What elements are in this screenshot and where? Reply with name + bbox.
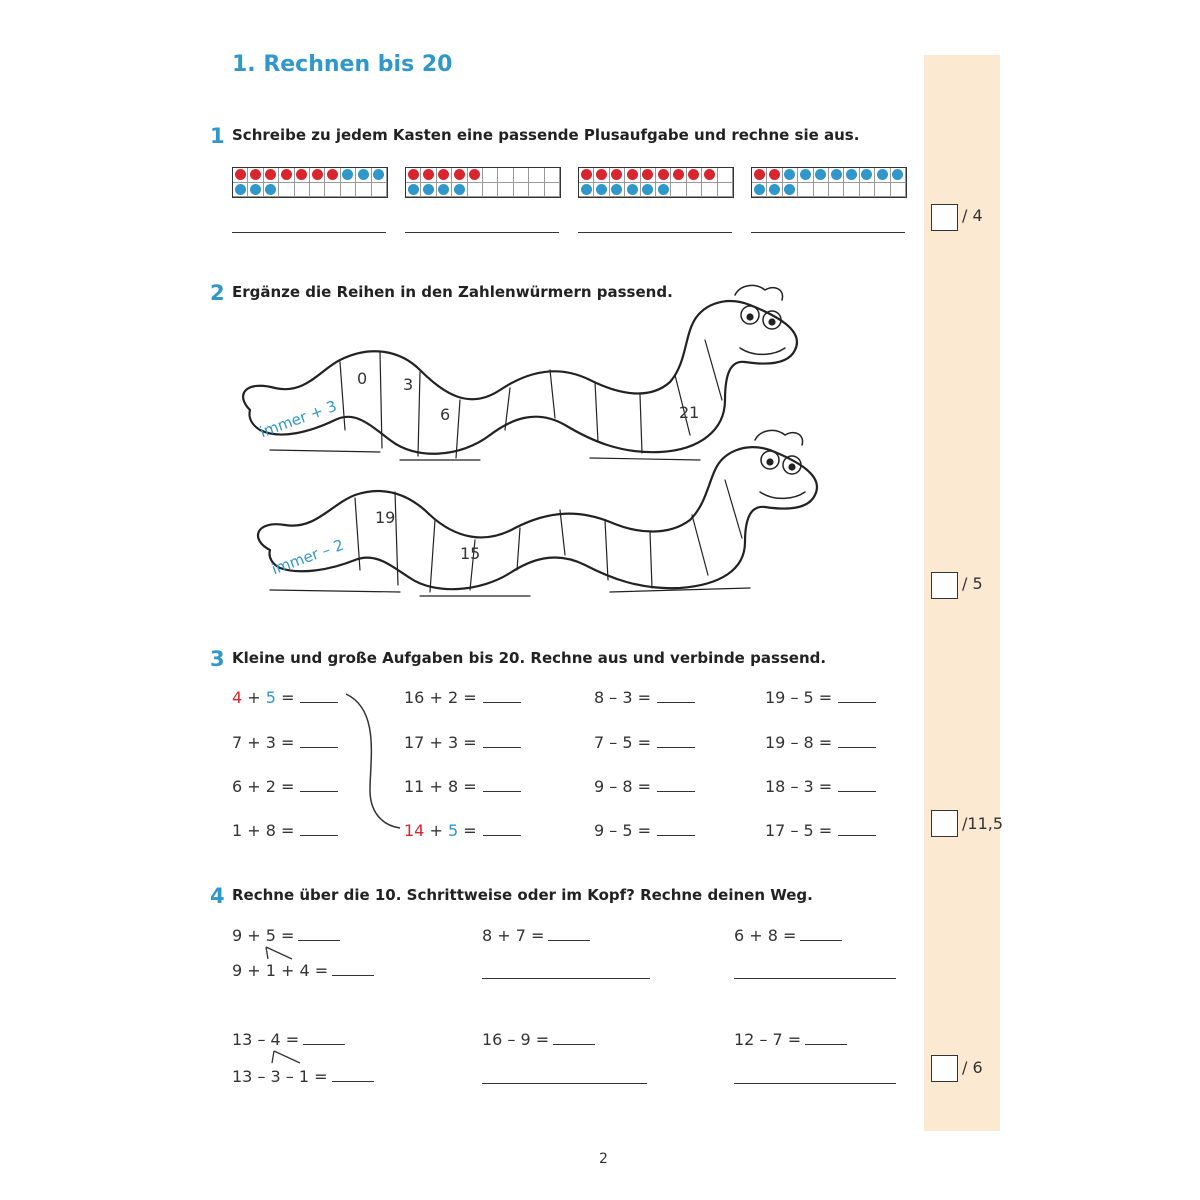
- rack-cell: [687, 168, 702, 183]
- score-label-1: / 4: [962, 206, 983, 225]
- equation: 1 + 8 =: [232, 821, 338, 840]
- answer-blank[interactable]: [838, 821, 876, 836]
- bead: [611, 169, 622, 180]
- worm-1-number: 6: [440, 405, 451, 424]
- answer-blank[interactable]: [300, 733, 338, 748]
- rack-cell: [421, 183, 436, 198]
- answer-blank[interactable]: [657, 777, 695, 792]
- rack-cell: [752, 168, 767, 183]
- equation: 19 – 8 =: [765, 733, 876, 752]
- equation: 17 + 3 =: [404, 733, 521, 752]
- rack-cell: [814, 183, 829, 198]
- rack-cell: [687, 183, 702, 198]
- rack-cell: [875, 183, 890, 198]
- rack-cell: [233, 183, 248, 198]
- task-2-number: 2: [210, 281, 225, 305]
- rack-cell: [498, 168, 513, 183]
- rack-cell: [545, 168, 560, 183]
- bead: [250, 169, 261, 180]
- rack-cell: [406, 168, 421, 183]
- bead: [892, 169, 903, 180]
- equation: 7 – 5 =: [594, 733, 695, 752]
- answer-blank[interactable]: [657, 688, 695, 703]
- worm-1-number: 3: [403, 375, 414, 394]
- bead: [754, 169, 765, 180]
- bead: [769, 184, 780, 195]
- rack-cell: [310, 183, 325, 198]
- rack-cell: [468, 183, 483, 198]
- rack-cell: [279, 183, 294, 198]
- answer-blank[interactable]: [553, 1030, 595, 1045]
- rack-cell: [372, 183, 387, 198]
- rack-cell: [341, 183, 356, 198]
- score-label-2: / 5: [962, 574, 983, 593]
- task-1-number: 1: [210, 124, 225, 148]
- task-1-instruction: Schreibe zu jedem Kasten eine passende Plusaufgabe und rechne sie aus.: [232, 126, 860, 144]
- bead: [596, 184, 607, 195]
- equation: 8 + 7 =: [482, 926, 590, 945]
- rack-cell: [718, 168, 733, 183]
- rack-cell: [529, 183, 544, 198]
- bead: [423, 169, 434, 180]
- bead: [423, 184, 434, 195]
- bead: [596, 169, 607, 180]
- bead: [642, 169, 653, 180]
- equation: 13 – 4 =: [232, 1030, 345, 1049]
- rack-cell: [891, 183, 906, 198]
- bead: [861, 169, 872, 180]
- answer-blank[interactable]: [300, 821, 338, 836]
- bead-rack: [405, 167, 561, 198]
- answer-blank[interactable]: [800, 926, 842, 941]
- answer-line[interactable]: [734, 978, 896, 979]
- worm-1-number: 0: [357, 369, 368, 388]
- bead: [688, 169, 699, 180]
- bead: [469, 169, 480, 180]
- answer-blank[interactable]: [548, 926, 590, 941]
- rack-cell: [860, 183, 875, 198]
- answer-blank[interactable]: [300, 688, 338, 703]
- rack-cell: [579, 183, 594, 198]
- rack-cell: [437, 183, 452, 198]
- rack-cell: [702, 168, 717, 183]
- answer-line[interactable]: [482, 1083, 647, 1084]
- rack-cell: [718, 183, 733, 198]
- rack-cell: [671, 183, 686, 198]
- equation: 16 – 9 =: [482, 1030, 595, 1049]
- answer-blank[interactable]: [300, 777, 338, 792]
- rack-cell: [310, 168, 325, 183]
- worm-1-outline: [243, 301, 797, 454]
- rack-cell: [610, 183, 625, 198]
- equation: 17 – 5 =: [765, 821, 876, 840]
- equation: 19 – 5 =: [765, 688, 876, 707]
- answer-line[interactable]: [751, 232, 905, 233]
- bead: [846, 169, 857, 180]
- rack-cell: [625, 183, 640, 198]
- score-label-4: / 6: [962, 1058, 983, 1077]
- bead: [658, 184, 669, 195]
- bead: [296, 169, 307, 180]
- answer-blank[interactable]: [483, 821, 521, 836]
- rack-cell: [498, 183, 513, 198]
- rack-cell: [437, 168, 452, 183]
- rack-cell: [325, 168, 340, 183]
- equation-4-plus-5: 4 + 5 =: [232, 688, 338, 707]
- answer-blank[interactable]: [332, 961, 374, 976]
- rack-cell: [514, 168, 529, 183]
- equation: 6 + 8 =: [734, 926, 842, 945]
- bead: [327, 169, 338, 180]
- bead: [831, 169, 842, 180]
- answer-line[interactable]: [405, 232, 559, 233]
- worm-2-outline: [258, 447, 817, 589]
- rack-cell: [264, 168, 279, 183]
- rack-cell: [702, 183, 717, 198]
- score-box-2[interactable]: [931, 572, 958, 599]
- task-4-number: 4: [210, 884, 225, 908]
- decomposition-lines: [262, 945, 302, 961]
- worm-2-label: immer – 2: [269, 535, 347, 579]
- bead: [784, 169, 795, 180]
- bead: [769, 169, 780, 180]
- rack-cell: [421, 168, 436, 183]
- rack-cell: [279, 168, 294, 183]
- equation-example: 13 – 3 – 1 =: [232, 1067, 374, 1086]
- worm-2-number: 15: [460, 544, 481, 563]
- bead: [408, 184, 419, 195]
- bead: [235, 169, 246, 180]
- page-title: 1. Rechnen bis 20: [232, 52, 453, 77]
- equation-14-plus-5: 14 + 5 =: [404, 821, 521, 840]
- rack-cell: [452, 168, 467, 183]
- equation: 8 – 3 =: [594, 688, 695, 707]
- rack-cell: [798, 168, 813, 183]
- bead: [250, 184, 261, 195]
- bead: [358, 169, 369, 180]
- bead: [265, 169, 276, 180]
- rack-cell: [529, 168, 544, 183]
- rack-cell: [483, 183, 498, 198]
- bead: [658, 169, 669, 180]
- bead: [454, 184, 465, 195]
- answer-blank[interactable]: [805, 1030, 847, 1045]
- decomposition-lines: [268, 1049, 308, 1065]
- answer-blank[interactable]: [838, 777, 876, 792]
- answer-blank[interactable]: [483, 777, 521, 792]
- rack-cell: [875, 168, 890, 183]
- page-number: 2: [599, 1151, 608, 1167]
- connection-line: [340, 690, 410, 835]
- bead: [754, 184, 765, 195]
- answer-blank[interactable]: [657, 733, 695, 748]
- equation: 11 + 8 =: [404, 777, 521, 796]
- rack-cell: [752, 183, 767, 198]
- answer-line[interactable]: [578, 232, 732, 233]
- task-4-instruction: Rechne über die 10. Schrittweise oder im Kopf? Rechne deinen Weg.: [232, 886, 813, 904]
- rack-cell: [406, 183, 421, 198]
- rack-cell: [248, 183, 263, 198]
- equation: 7 + 3 =: [232, 733, 338, 752]
- equation-example: 9 + 1 + 4 =: [232, 961, 374, 980]
- rack-cell: [295, 183, 310, 198]
- bead: [642, 184, 653, 195]
- answer-line[interactable]: [734, 1083, 896, 1084]
- rack-cell: [468, 168, 483, 183]
- rack-cell: [767, 168, 782, 183]
- bead: [627, 184, 638, 195]
- bead: [265, 184, 276, 195]
- bead-rack: [578, 167, 734, 198]
- score-box-4[interactable]: [931, 1055, 958, 1082]
- rack-cell: [356, 168, 371, 183]
- equation: 6 + 2 =: [232, 777, 338, 796]
- rack-cell: [248, 168, 263, 183]
- rack-cell: [656, 183, 671, 198]
- bead: [235, 184, 246, 195]
- rack-cell: [814, 168, 829, 183]
- rack-cell: [264, 183, 279, 198]
- worm-1-number: 21: [679, 403, 700, 422]
- bead: [627, 169, 638, 180]
- bead: [581, 184, 592, 195]
- rack-cell: [341, 168, 356, 183]
- answer-blank[interactable]: [838, 688, 876, 703]
- answer-blank[interactable]: [303, 1030, 345, 1045]
- worm-2-number: 19: [375, 508, 396, 527]
- answer-blank[interactable]: [298, 926, 340, 941]
- bead: [312, 169, 323, 180]
- rack-cell: [767, 183, 782, 198]
- rack-cell: [671, 168, 686, 183]
- rack-cell: [656, 168, 671, 183]
- answer-blank[interactable]: [483, 733, 521, 748]
- rack-cell: [641, 183, 656, 198]
- rack-cell: [483, 168, 498, 183]
- bead: [704, 169, 715, 180]
- bead: [800, 169, 811, 180]
- bead: [454, 169, 465, 180]
- rack-cell: [295, 168, 310, 183]
- rack-cell: [325, 183, 340, 198]
- equation: 9 – 5 =: [594, 821, 695, 840]
- rack-cell: [641, 168, 656, 183]
- equation: 12 – 7 =: [734, 1030, 847, 1049]
- worm-1-label: immer + 3: [257, 396, 340, 442]
- answer-line[interactable]: [232, 232, 386, 233]
- bead: [438, 184, 449, 195]
- answer-blank[interactable]: [483, 688, 521, 703]
- rack-cell: [514, 183, 529, 198]
- bead: [611, 184, 622, 195]
- answer-line[interactable]: [482, 978, 650, 979]
- rack-cell: [594, 168, 609, 183]
- rack-cell: [891, 168, 906, 183]
- equation: 9 – 8 =: [594, 777, 695, 796]
- answer-blank[interactable]: [332, 1067, 374, 1082]
- score-label-3: /11,5: [962, 814, 1004, 833]
- rack-cell: [829, 183, 844, 198]
- rack-cell: [594, 183, 609, 198]
- rack-cell: [625, 168, 640, 183]
- rack-cell: [356, 183, 371, 198]
- bead: [877, 169, 888, 180]
- equation: 9 + 5 =: [232, 926, 340, 945]
- rack-cell: [844, 183, 859, 198]
- rack-cell: [844, 168, 859, 183]
- bead: [342, 169, 353, 180]
- answer-blank[interactable]: [657, 821, 695, 836]
- rack-cell: [233, 168, 248, 183]
- equation: 18 – 3 =: [765, 777, 876, 796]
- rack-cell: [610, 168, 625, 183]
- task-3-instruction: Kleine und große Aufgaben bis 20. Rechne aus und verbinde passend.: [232, 649, 827, 667]
- bead: [581, 169, 592, 180]
- bead: [408, 169, 419, 180]
- rack-cell: [829, 168, 844, 183]
- task-3-number: 3: [210, 647, 225, 671]
- score-box-3[interactable]: [931, 810, 958, 837]
- rack-cell: [545, 183, 560, 198]
- rack-cell: [798, 183, 813, 198]
- rack-cell: [579, 168, 594, 183]
- task-2-instruction: Ergänze die Reihen in den Zahlenwürmern passend.: [232, 283, 673, 301]
- equation: 16 + 2 =: [404, 688, 521, 707]
- answer-blank[interactable]: [838, 733, 876, 748]
- bead: [784, 184, 795, 195]
- bead: [438, 169, 449, 180]
- bead: [815, 169, 826, 180]
- rack-cell: [783, 168, 798, 183]
- bead: [673, 169, 684, 180]
- rack-cell: [783, 183, 798, 198]
- bead: [373, 169, 384, 180]
- bead-rack: [232, 167, 388, 198]
- score-box-1[interactable]: [931, 204, 958, 231]
- rack-cell: [452, 183, 467, 198]
- bead: [281, 169, 292, 180]
- rack-cell: [372, 168, 387, 183]
- rack-cell: [860, 168, 875, 183]
- bead-rack: [751, 167, 907, 198]
